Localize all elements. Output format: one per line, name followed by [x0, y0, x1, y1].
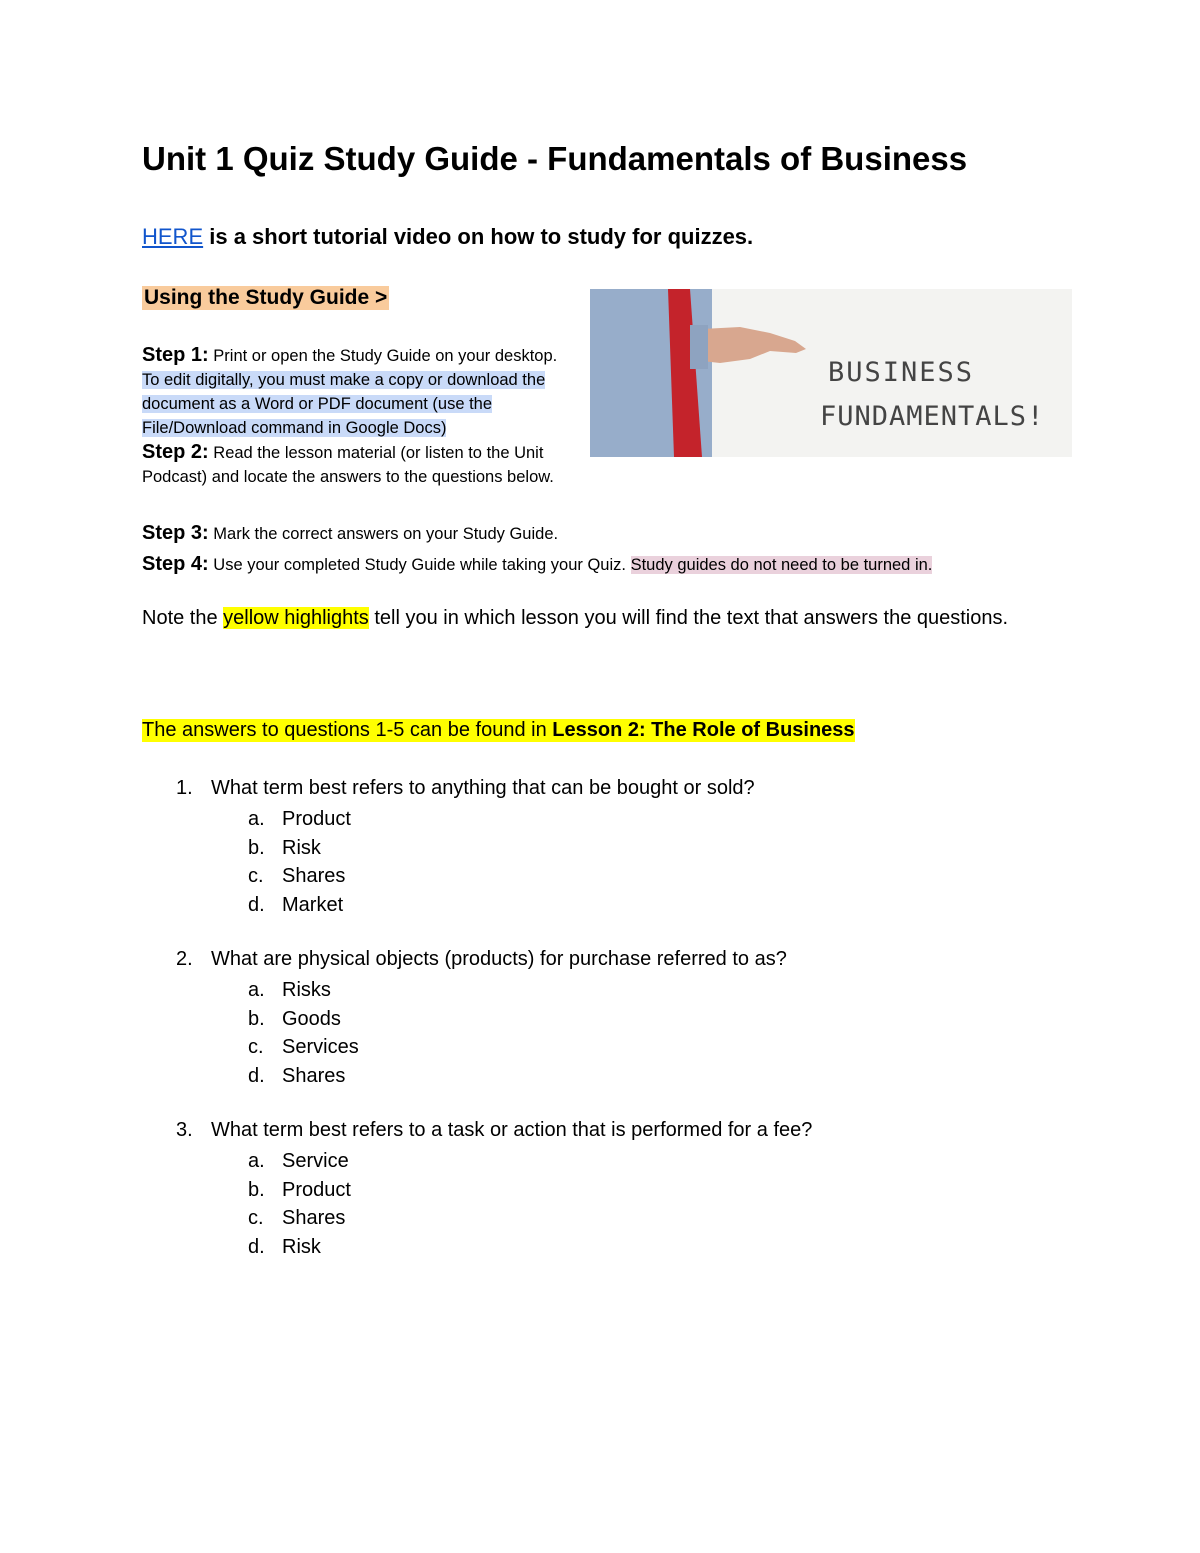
step-2 — [142, 440, 572, 489]
option — [248, 1204, 351, 1233]
question-text: What term best refers to anything that can be bought or sold? — [211, 777, 755, 799]
option-letter: b. — [248, 1178, 265, 1201]
step-label: Step 4: — [142, 553, 209, 575]
option-letter: b. — [248, 836, 265, 859]
steps-block — [142, 343, 572, 489]
option-text: Goods — [282, 1007, 341, 1030]
option-letter: d. — [248, 1235, 265, 1258]
option — [248, 834, 351, 863]
step-highlight: To edit digitally, you must make a copy or download the document as a Word or PDF document (use the File/Download command in Google Docs) — [142, 371, 546, 437]
note-pre: Note the — [142, 607, 224, 629]
question-1-options — [248, 805, 351, 919]
question-3 — [176, 1119, 812, 1142]
option-text: Shares — [282, 1064, 346, 1087]
tutorial-video-link[interactable]: HERE — [142, 224, 204, 249]
option-text: Risk — [282, 836, 321, 859]
step-label: Step 3: — [142, 522, 209, 544]
step-text: Use your completed Study Guide while taking your Quiz. — [208, 556, 631, 574]
question-text: What term best refers to a task or action that is performed for a fee? — [211, 1119, 813, 1141]
intro-text: is a short tutorial video on how to study for quizzes. — [203, 224, 754, 249]
note-post: tell you in which lesson you will find the text that answers the questions. — [368, 607, 1009, 629]
option — [248, 891, 351, 920]
option-text: Risk — [282, 1235, 321, 1258]
option — [248, 1233, 351, 1262]
intro-line — [142, 224, 753, 250]
step-text: Read the lesson material (or listen to the Unit Podcast) and locate the answers to the questions below. — [142, 444, 554, 486]
option — [248, 976, 359, 1005]
step-highlight: Study guides do not need to be turned in. — [630, 556, 933, 574]
option — [248, 1147, 351, 1176]
option — [248, 1062, 359, 1091]
study-guide-heading: Using the Study Guide > — [144, 286, 388, 309]
step-text: Mark the correct answers on your Study Guide. — [208, 525, 559, 543]
option-text: Shares — [282, 865, 346, 887]
note-highlight: yellow highlights — [223, 607, 369, 629]
question-2 — [176, 948, 787, 971]
question-text: What are physical objects (products) for purchase referred to as? — [211, 948, 787, 970]
option-letter: d. — [248, 1064, 265, 1087]
option-text: Risks — [282, 979, 331, 1001]
option-text: Shares — [282, 1207, 346, 1229]
option — [248, 1176, 351, 1205]
question-number: 3. — [176, 1119, 193, 1141]
option-text: Product — [282, 1178, 351, 1201]
option-letter: d. — [248, 893, 265, 916]
option-letter: b. — [248, 1007, 265, 1030]
option-letter: a. — [248, 1150, 265, 1172]
question-number: 1. — [176, 777, 193, 799]
option-text: Services — [282, 1036, 359, 1058]
question-3-options — [248, 1147, 351, 1261]
option — [248, 1005, 359, 1034]
question-2-options — [248, 976, 359, 1090]
step-label: Step 1: — [142, 344, 209, 366]
step-1 — [142, 343, 572, 440]
lesson-title: Lesson 2: The Role of Business — [552, 719, 855, 741]
image-line-2: FUNDAMENTALS! — [820, 401, 1045, 432]
question-1 — [176, 777, 755, 800]
option — [248, 805, 351, 834]
lesson-line — [142, 719, 855, 742]
lesson-pre: The answers to questions 1-5 can be found in — [142, 719, 553, 741]
option — [248, 1033, 359, 1062]
option-text: Product — [282, 808, 351, 830]
question-number: 2. — [176, 948, 193, 970]
page-title: Unit 1 Quiz Study Guide - Fundamentals of Business — [142, 140, 968, 177]
option-letter: a. — [248, 979, 265, 1001]
business-fundamentals-image — [590, 289, 1072, 457]
step-label: Step 2: — [142, 441, 209, 463]
option-letter: c. — [248, 1036, 264, 1058]
option-text: Service — [282, 1150, 349, 1172]
option-letter: c. — [248, 865, 264, 887]
step-3 — [142, 522, 558, 545]
option-letter: c. — [248, 1207, 264, 1229]
step-4 — [142, 553, 932, 576]
image-line-1: BUSINESS — [828, 357, 975, 388]
option-letter: a. — [248, 808, 265, 830]
option — [248, 862, 351, 891]
note-paragraph — [142, 604, 1042, 633]
option-text: Market — [282, 893, 344, 916]
step-text: Print or open the Study Guide on your desktop. — [208, 347, 558, 365]
